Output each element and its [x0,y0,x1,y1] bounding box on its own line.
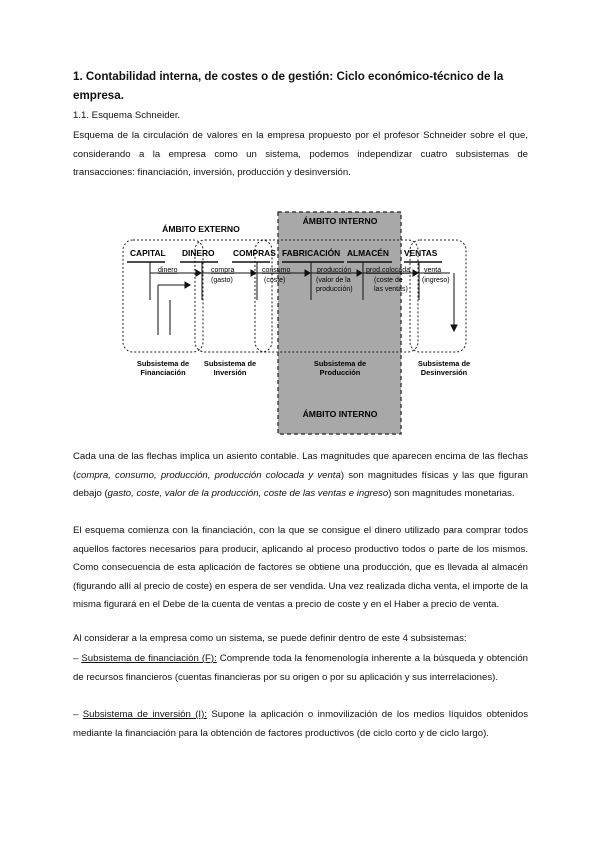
label-subsistema-inversion: Subsistema de Inversión [203,359,257,377]
node-ventas: VENTAS [404,248,438,258]
item-financiacion [73,650,528,687]
flow-venta: venta [424,267,442,274]
para1-part2: ) son magnitudes físicas y las que figuran debajo ( [73,469,528,500]
flow-compra: compra [211,267,235,274]
para1-part1: Cada una de las flechas implica un asiento contable. Las magnitudes que aparecen encima de las flechas ( [73,451,528,481]
node-compras: COMPRAS [233,248,276,258]
paragraph-esquema: El esquema comienza con la financiación, con la que se consigue el dinero utilizado para comprar todos aquellos factores necesarios para producir, aplicando al proceso productivo todos o parte de los mismos. Como consecuencia de esta aplicación de factores se obtiene una producción, que es llevada al almacén (figurando allí al precio de coste) en espera de ser vendida. Una vez realizada dicha venta, el importe de la misma figurará en el Debe de la cuenta de ventas a precio de coste y en el Haber a precio de venta. [73,525,528,611]
para1-italic1: compra, consumo, producción, producción colocada y venta [76,469,341,481]
item-inversion [73,706,528,743]
flow-coste-ventas: (coste de las ventas) [374,277,408,293]
label-subsistema-produccion: Subsistema de Producción [313,359,367,377]
item1-term: Subsistema de financiación (F): [81,653,217,664]
flow-coste: (coste) [264,277,286,284]
item1-dash: – [73,653,82,664]
item2-term: Subsistema de inversión (I): [82,709,207,720]
flow-gasto: (gasto) [211,277,233,284]
ambito-interno-box [278,212,401,434]
interno-bottom-label: ÁMBITO INTERNO [302,409,378,419]
paragraph-flechas [73,448,528,504]
schneider-diagram [0,200,600,440]
label-subsistema-desinversion: Subsistema de Desinversión [417,359,471,377]
label-subsistema-financiacion: Subsistema de Financiación [136,359,190,377]
item2-text: Supone la aplicación o inmovilización de los medios líquidos obtenidos mediante la financiación para la obtención de factores productivos (de ciclo corto y de ciclo largo). [73,709,528,739]
intro-paragraph: Esquema de la circulación de valores en la empresa propuesto por el profesor Schneider sobre el que, considerando a la empresa como un sistema, podemos independizar cuatro subsistemas de transacciones: financiación, inversión, producción y desinversión. [73,130,528,179]
externo-label: ÁMBITO EXTERNO [162,224,240,234]
node-almacen: ALMACÉN [347,248,389,258]
para1-part3: ) son magnitudes monetarias. [388,488,515,500]
item1-text: Comprende toda la fenomenología inherente a la búsqueda y obtención de recursos financieros (cuentas financieras por su origen o por su aplicación y sus interrelaciones). [73,653,528,683]
flow-valor-produccion: (valor de la producción) [316,277,353,293]
flow-ingreso: (ingreso) [422,277,450,284]
subsection-heading: 1.1. Esquema Schneider. [73,110,181,121]
flow-prod-colocada: prod.colocada [366,267,410,274]
flow-dinero: dinero [158,267,178,274]
node-dinero: DINERO [182,248,215,258]
para1-italic2: gasto, coste, valor de la producción, coste de las ventas e ingreso [107,488,389,500]
paragraph-subsistemas: Al considerar a la empresa como un sistema, se puede definir dentro de este 4 subsistemas: [73,633,467,644]
item2-dash: – [73,709,83,720]
section-heading: 1. Contabilidad interna, de costes o de gestión: Ciclo económico-técnico de la empresa. [73,70,504,102]
flow-produccion: producción [317,267,352,274]
node-fabricacion: FABRICACIÓN [282,248,341,258]
flow-consumo: consumo [262,267,291,274]
interno-top-label: ÁMBITO INTERNO [302,216,378,226]
node-capital: CAPITAL [130,248,166,258]
